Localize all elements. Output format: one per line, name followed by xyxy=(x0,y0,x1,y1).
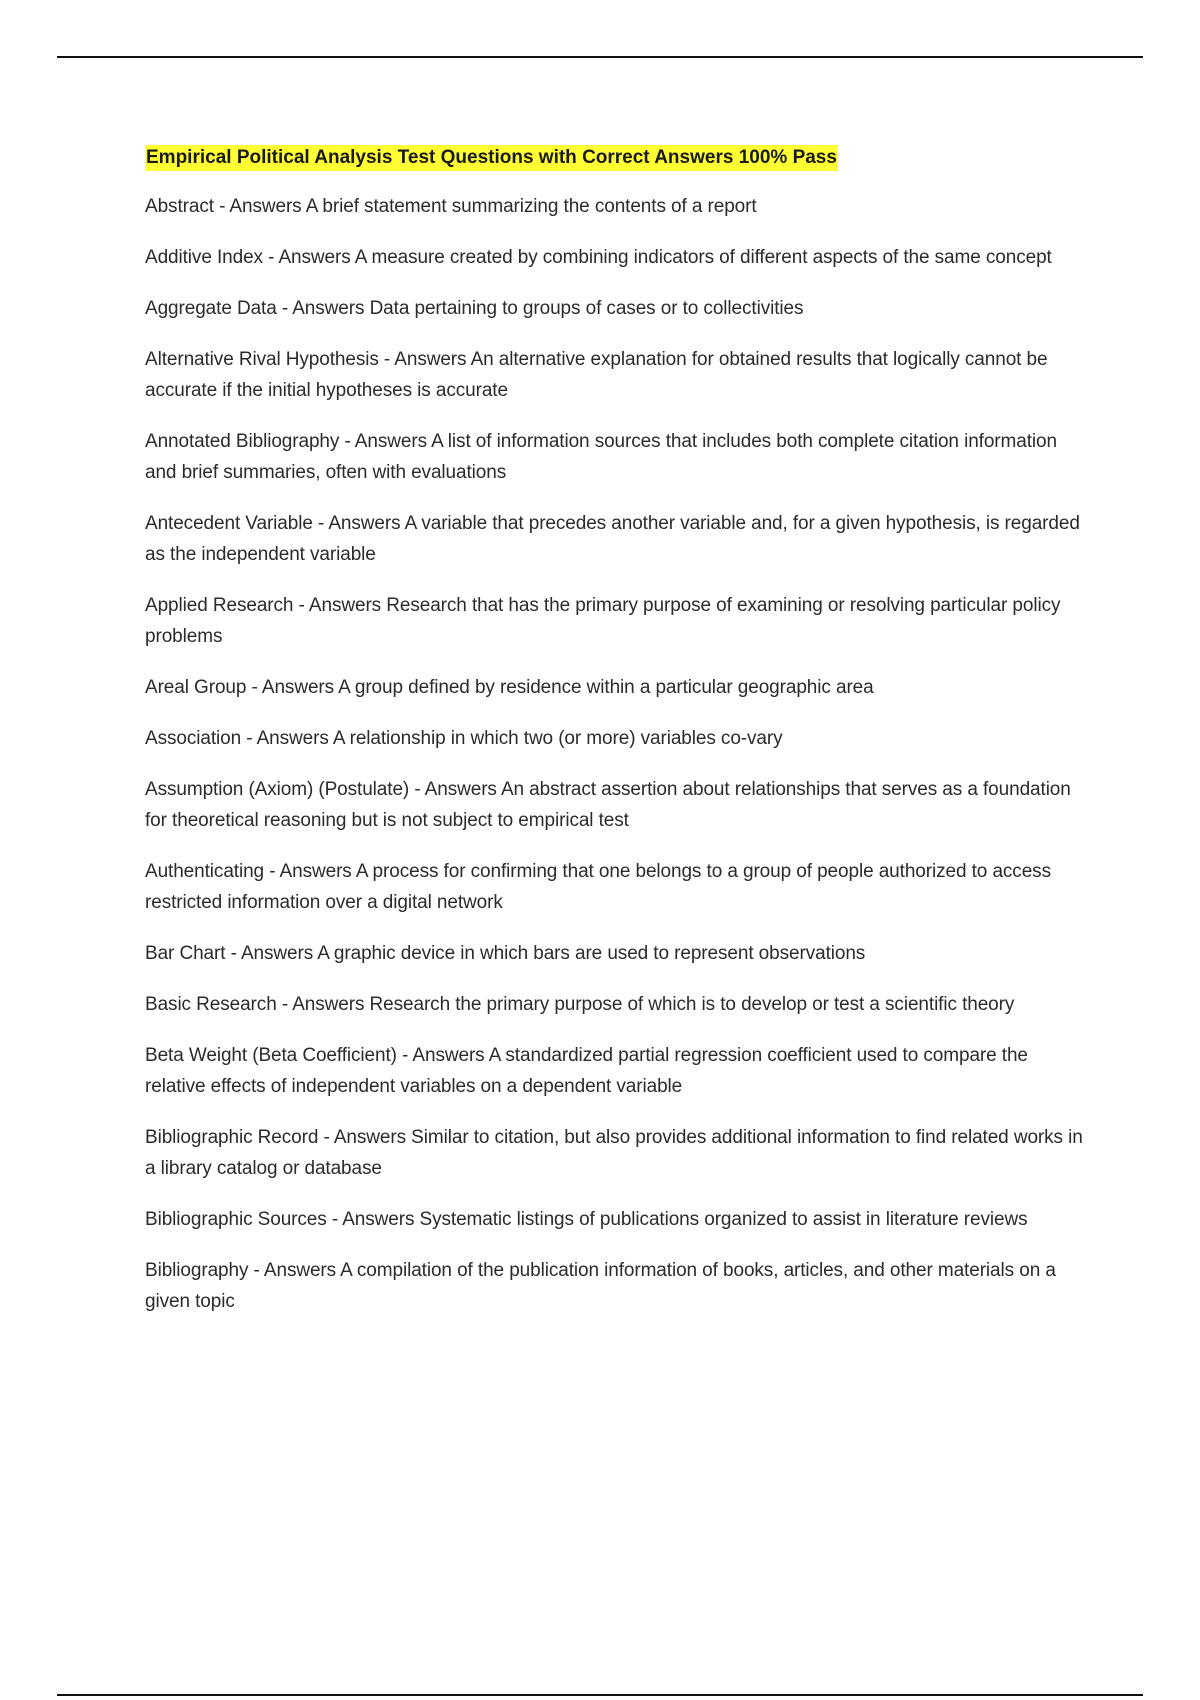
glossary-entry: Basic Research - Answers Research the primary purpose of which is to develop or test a scientific theory xyxy=(145,994,1015,1015)
glossary-entry: Alternative Rival Hypothesis - Answers An alternative explanation for obtained results that logically cannot be accurate if the initial hypotheses is accurate xyxy=(145,349,1048,401)
header-rule xyxy=(57,56,1143,58)
glossary-entry: Aggregate Data - Answers Data pertaining to groups of cases or to collectivities xyxy=(145,298,804,319)
glossary-entry: Areal Group - Answers A group defined by residence within a particular geographic area xyxy=(145,677,874,698)
glossary-entry: Bibliography - Answers A compilation of the publication information of books, articles, and other materials on a given topic xyxy=(145,1260,1056,1312)
glossary-entry: Assumption (Axiom) (Postulate) - Answers An abstract assertion about relationships that serves as a foundation for theoretical reasoning but is not subject to empirical test xyxy=(145,779,1071,831)
glossary-entry: Bar Chart - Answers A graphic device in which bars are used to represent observations xyxy=(145,943,866,964)
glossary-entry: Authenticating - Answers A process for confirming that one belongs to a group of people authorized to access restricted information over a digital network xyxy=(145,861,1051,913)
glossary-entry: Bibliographic Record - Answers Similar to citation, but also provides additional information to find related works in a library catalog or database xyxy=(145,1127,1083,1179)
footer-rule xyxy=(57,1694,1143,1696)
glossary-entry: Antecedent Variable - Answers A variable that precedes another variable and, for a given hypothesis, is regarded as the independent variable xyxy=(145,513,1080,565)
document-title: Empirical Political Analysis Test Questions with Correct Answers 100% Pass xyxy=(145,145,838,171)
glossary-entry: Abstract - Answers A brief statement summarizing the contents of a report xyxy=(145,196,757,217)
glossary-entry: Annotated Bibliography - Answers A list of information sources that includes both complete citation information and brief summaries, often with evaluations xyxy=(145,431,1057,483)
glossary-list xyxy=(145,191,1085,1317)
glossary-entry: Additive Index - Answers A measure created by combining indicators of different aspects of the same concept xyxy=(145,247,1052,268)
glossary-entry: Applied Research - Answers Research that has the primary purpose of examining or resolving particular policy problems xyxy=(145,595,1061,647)
glossary-entry: Beta Weight (Beta Coefficient) - Answers A standardized partial regression coefficient used to compare the relative effects of independent variables on a dependent variable xyxy=(145,1045,1028,1097)
glossary-entry: Association - Answers A relationship in which two (or more) variables co-vary xyxy=(145,728,783,749)
glossary-entry: Bibliographic Sources - Answers Systematic listings of publications organized to assist in literature reviews xyxy=(145,1209,1028,1230)
document-body xyxy=(145,145,1085,1337)
